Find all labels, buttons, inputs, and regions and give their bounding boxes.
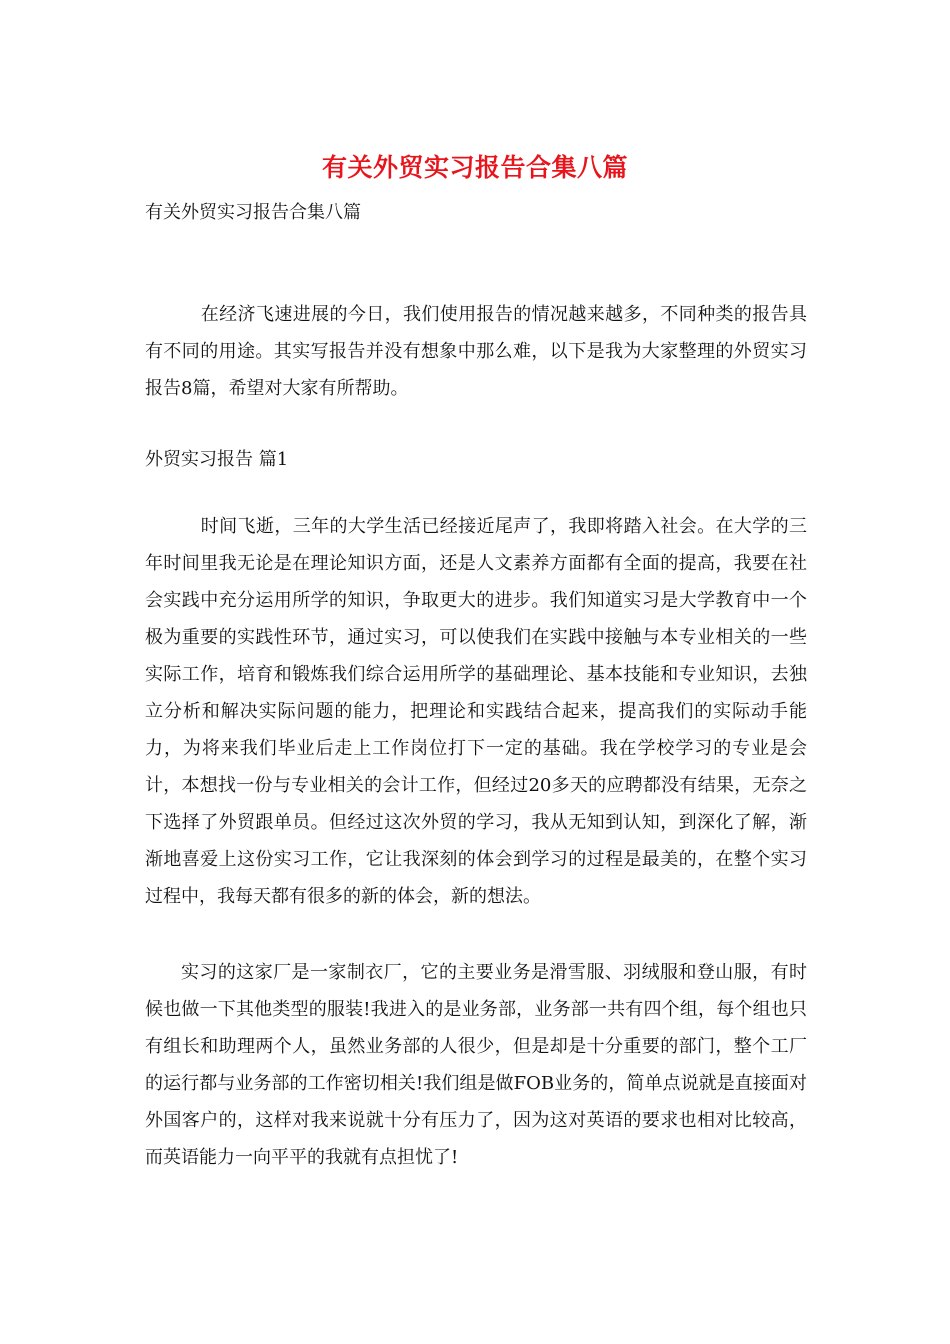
document-subtitle: 有关外贸实习报告合集八篇 — [145, 202, 361, 223]
section-heading: 外贸实习报告 篇1 — [145, 449, 289, 470]
intro-paragraph: 在经济飞速进展的今日，我们使用报告的情况越来越多，不同种类的报告具有不同的用途。其实写报告并没有想象中那么难，以下是我为大家整理的外贸实习报告8篇，希望对大家有所帮助。 — [145, 304, 807, 399]
body-paragraph-1: 时间飞逝，三年的大学生活已经接近尾声了，我即将踏入社会。在大学的三年时间里我无论是在理论知识方面，还是人文素养方面都有全面的提高，我要在社会实践中充分运用所学的知识，争取更大的进步。我们知道实习是大学教育中一个极为重要的实践性环节，通过实习，可以使我们在实践中接触与本专业相关的一些实际工作，培育和锻炼我们综合运用所学的基础理论、基本技能和专业知识，去独立分析和解决实际问题的能力，把理论和实践结合起来，提高我们的实际动手能力，为将来我们毕业后走上工作岗位打下一定的基础。我在学校学习的专业是会计，本想找一份与专业相关的会计工作，但经过20多天的应聘都没有结果，无奈之下选择了外贸跟单员。但经过这次外贸的学习，我从无知到认知，到深化了解，渐渐地喜爱上这份实习工作，它让我深刻的体会到学习的过程是最美的，在整个实习过程中，我每天都有很多的新的体会，新的想法。 — [145, 516, 807, 907]
document-title: 有关外贸实习报告合集八篇 — [321, 153, 628, 182]
body-paragraph-2: 实习的这家厂是一家制衣厂，它的主要业务是滑雪服、羽绒服和登山服，有时候也做一下其他类型的服装!我进入的是业务部，业务部一共有四个组，每个组也只有组长和助理两个人，虽然业务部的人很少，但是却是十分重要的部门，整个工厂的运行都与业务部的工作密切相关!我们组是做FOB业务的，简单点说就是直接面对外国客户的，这样对我来说就十分有压力了，因为这对英语的要求也相对比较高，而英语能力一向平平的我就有点担忧了! — [145, 962, 807, 1168]
